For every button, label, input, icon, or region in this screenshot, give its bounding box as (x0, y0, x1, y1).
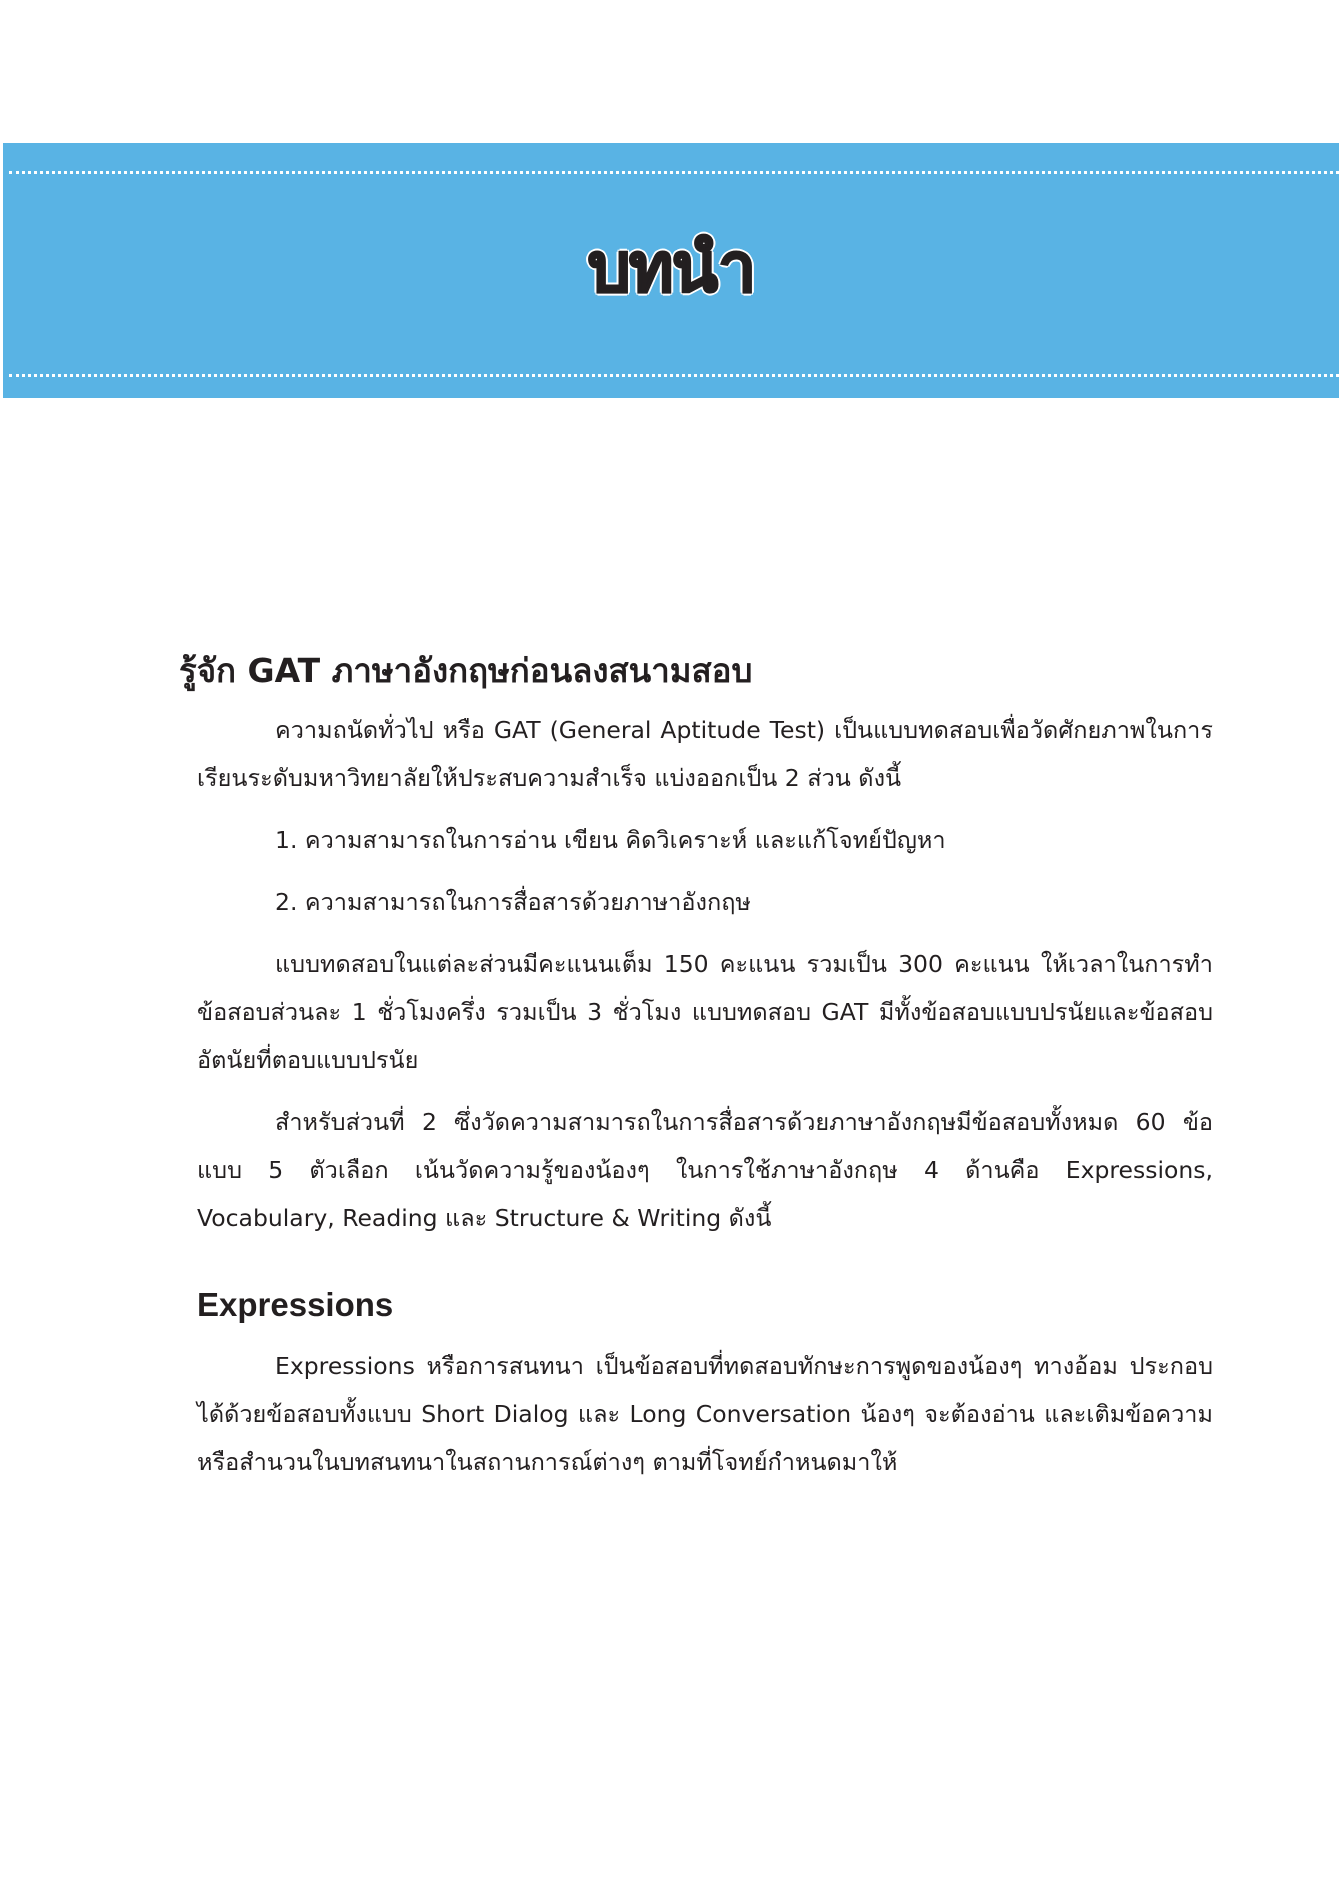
chapter-banner (3, 143, 1339, 398)
scoring-paragraph: แบบทดสอบในแต่ละส่วนมีคะแนนเต็ม 150 คะแนน รวมเป็น 300 คะแนน ให้เวลาในการทำข้อสอบส่วนละ 1 ชั่วโมงครึ่ง รวมเป็น 3 ชั่วโมง แบบทดสอบ GAT มีทั้งข้อสอบแบบปรนัยและข้อสอบอัตนัยที่ตอบแบบปรนัย (197, 950, 1213, 1074)
intro-paragraph: ความถนัดทั่วไป หรือ GAT (General Aptitude Test) เป็นแบบทดสอบเพื่อวัดศักยภาพในการเรียนระดับมหาวิทยาลัยให้ประสบความสำเร็จ แบ่งออกเป็น 2 ส่วน ดังนี้ (197, 716, 1213, 792)
expressions-heading: Expressions (197, 1286, 394, 1323)
banner-top-dotted-line (9, 171, 1339, 174)
list-item-1: 1. ความสามารถในการอ่าน เขียน คิดวิเคราะห์ และแก้โจทย์ปัญหา (275, 826, 946, 854)
chapter-title: บทนำ (587, 229, 755, 308)
part2-paragraph: สำหรับส่วนที่ 2 ซึ่งวัดความสามารถในการสื่อสารด้วยภาษาอังกฤษมีข้อสอบทั้งหมด 60 ข้อ แบบ 5 ตัวเลือก เน้นวัดความรู้ของน้องๆ ในการใช้ภาษาอังกฤษ 4 ด้านคือ Expressions, Vocabulary, Reading และ Structure & Writing ดังนี้ (197, 1108, 1213, 1232)
banner-bottom-dotted-line (9, 374, 1339, 377)
page-content (179, 648, 1213, 1486)
list-item-2: 2. ความสามารถในการสื่อสารด้วยภาษาอังกฤษ (275, 888, 751, 916)
section-heading: รู้จัก GAT ภาษาอังกฤษก่อนลงสนามสอบ (179, 651, 753, 690)
expressions-paragraph: Expressions หรือการสนทนา เป็นข้อสอบที่ทดสอบทักษะการพูดของน้องๆ ทางอ้อม ประกอบได้ด้วยข้อสอบทั้งแบบ Short Dialog และ Long Conversation น้องๆ จะต้องอ่าน และเติมข้อความหรือสำนวนในบทสนทนาในสถานการณ์ต่างๆ ตามที่โจทย์กำหนดมาให้ (197, 1352, 1213, 1476)
